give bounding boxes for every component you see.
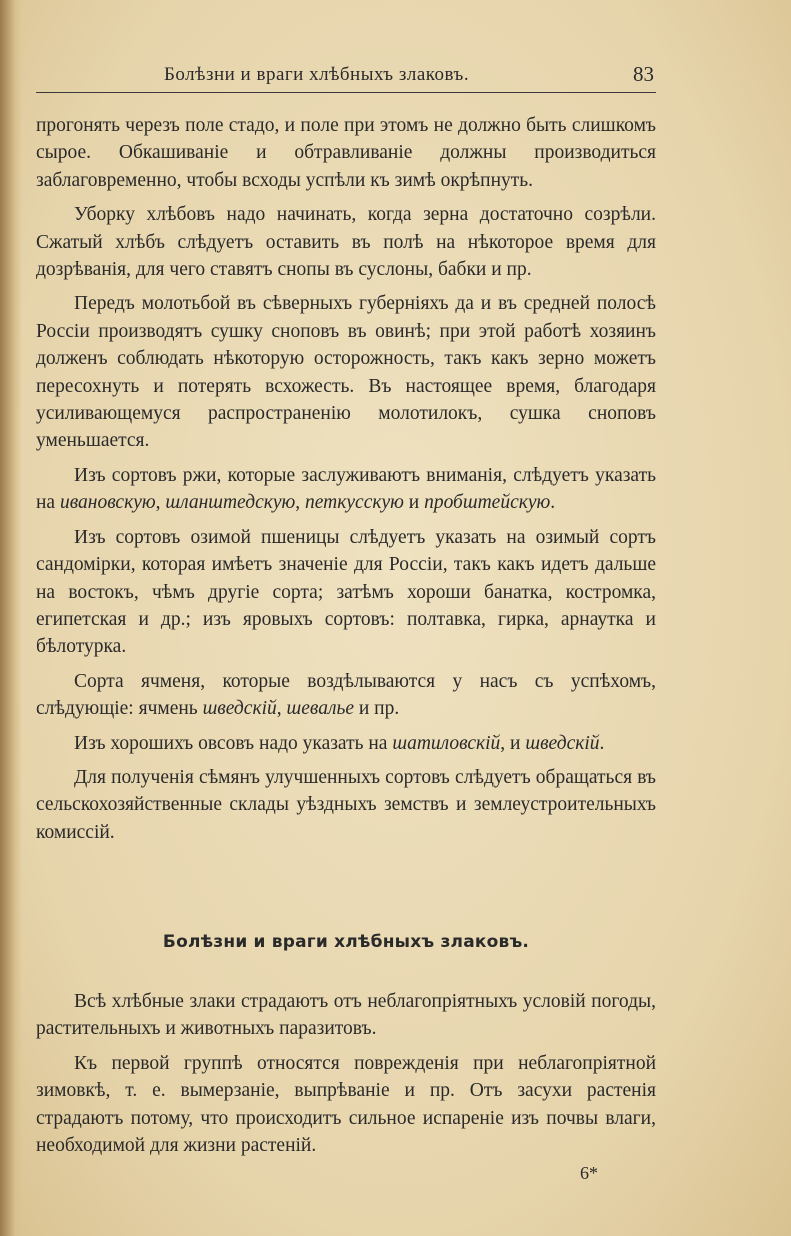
paragraph-p2: [36, 201, 656, 283]
text-run: , и: [500, 732, 526, 754]
paragraph-s2: [36, 1050, 656, 1160]
paragraph-p5: [36, 524, 656, 661]
italic-term: шланштедскую: [165, 492, 296, 514]
page-gutter-shadow: [0, 0, 22, 1236]
section-heading: Болѣзни и враги хлѣбныхъ злаковъ.: [162, 932, 530, 952]
text-run: Къ первой группѣ относятся поврежденія при неблагопріятной зимовкѣ, т. е. вымерзаніе, выпрѣваніе и пр. Отъ засухи растенія страдаютъ потому, что происходитъ сильное испареніе изъ почвы влаги, необходимой для жизни растеній.: [36, 1052, 656, 1157]
page-number: 83: [633, 62, 654, 86]
text-run: Сорта ячменя, которые воздѣлываются у насъ съ успѣхомъ, слѣдующіе: ячмень: [36, 670, 656, 720]
text-run: Передъ молотьбой въ сѣверныхъ губерніяхъ да и въ средней полосѣ Россіи производятъ сушку сноповъ въ овинѣ; при этой работѣ хозяинъ долженъ соблюдать нѣкоторую осторожность, такъ какъ зерно можетъ пересохнуть и потерять всхожесть. Въ настоящее время, благодаря усиливающемуся распространенію молотилокъ, сушка сноповъ уменьшается.: [36, 293, 656, 452]
text-run: Уборку хлѣбовъ надо начинать, когда зерна достаточно созрѣли. Сжатый хлѣбъ слѣдуетъ оставить въ полѣ на нѣкоторое время для дозрѣванія, для чего ставятъ снопы въ суслоны, бабки и пр.: [36, 204, 656, 281]
paragraph-s1: [36, 988, 656, 1043]
text-run: .: [599, 732, 605, 754]
paragraph-p4: [36, 462, 656, 517]
running-title: Болѣзни и враги хлѣбныхъ злаковъ.: [164, 64, 470, 85]
italic-term: шевалье: [286, 698, 354, 720]
italic-term: пробштейскую: [424, 492, 551, 514]
text-run: Для полученія сѣмянъ улучшенныхъ сортовъ слѣдуетъ обращаться въ сельскохозяйственные склады уѣздныхъ земствъ и землеустроительныхъ комиссій.: [36, 766, 656, 843]
signature-mark: 6*: [580, 1163, 598, 1183]
italic-term: петкусскую: [305, 492, 404, 514]
text-run: ,: [276, 698, 287, 720]
italic-term: шведскій: [525, 732, 600, 754]
text-run: Изъ хорошихъ овсовъ надо указать на: [74, 732, 393, 754]
italic-term: шведскій: [202, 698, 277, 720]
text-run: Всѣ хлѣбные злаки страдаютъ отъ неблагопріятныхъ условій погоды, растительныхъ и животныхъ паразитовъ.: [36, 991, 656, 1040]
main-text-block: [36, 112, 656, 853]
paragraph-p3: [36, 290, 656, 454]
paragraph-p7: [36, 730, 656, 757]
running-header: [36, 58, 656, 93]
text-run: Изъ сортовъ озимой пшеницы слѣдуетъ указать на озимый сортъ сандомірки, которая имѣетъ значеніе для Россіи, такъ какъ идетъ дальше на востокъ, чѣмъ другіе сорта; затѣмъ хороши банатка, костромка, египетская и др.; изъ яровыхъ сортовъ: полтавка, гирка, арнаутка и бѣлотурка.: [36, 526, 656, 658]
text-run: ,: [295, 492, 306, 514]
text-run: .: [550, 492, 556, 514]
text-run: Изъ сортовъ ржи, которые заслуживаютъ вниманія, слѣдуетъ указать на: [36, 464, 656, 514]
paragraph-p6: [36, 668, 656, 723]
paragraph-p1: [36, 112, 656, 194]
text-run: прогонять черезъ поле стадо, и поле при этомъ не должно быть слишкомъ сырое. Обкашиваніе и обтравливаніе должны производиться заблаговременно, чтобы всходы успѣли къ зимѣ окрѣпнуть.: [36, 115, 656, 191]
text-run: и пр.: [354, 698, 400, 720]
section-text-block: [36, 988, 656, 1166]
text-run: и: [403, 492, 425, 514]
paragraph-p8: [36, 764, 656, 846]
text-run: ,: [155, 492, 166, 514]
italic-term: ивановскую: [59, 492, 156, 514]
italic-term: шатиловскій: [392, 732, 501, 754]
